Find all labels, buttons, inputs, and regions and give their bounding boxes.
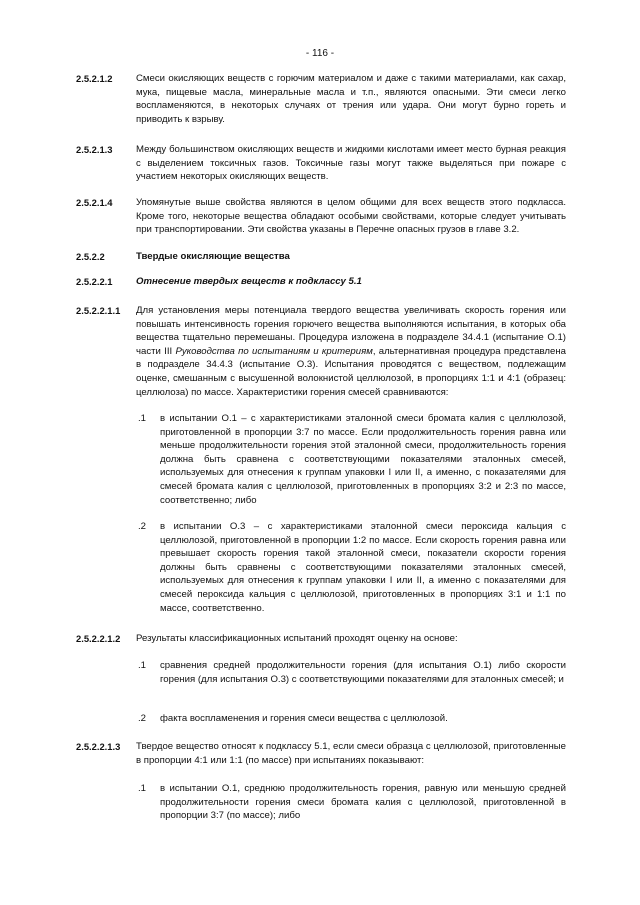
section-text: Между большинством окисляющих веществ и жидкими кислотами имеет место бурная реакция с выделением токсичных газов. Токсичные газы могут также выделяться при пожаре с участием некоторых окисляющих веществ. — [136, 144, 566, 183]
text-part: , альтернативная процедура представлена в подразделе 34.4.3 (испытание O.3). Испытания проводятся с веществом, подлежащим оценке, смешанным с высушенной волокнистой целлюлозой, в пропорциях 1:1 и 4:1 (образец: целлюлоза) по массе. Характеристики горения смесей сравниваются: — [136, 345, 566, 398]
list-item-text: факта воспламенения и горения смеси вещества с целлюлозой. — [160, 713, 448, 724]
list-item-number: .1 — [138, 783, 147, 794]
manual-title: Руководства по испытаниям и критериям — [175, 345, 373, 357]
list-item-number: .1 — [138, 413, 147, 424]
list-item-number: .2 — [138, 521, 147, 532]
section-number: 2.5.2.2.1.1 — [76, 305, 121, 316]
section-number: 2.5.2.1.2 — [76, 73, 113, 84]
section-heading: Твердые окисляющие вещества — [136, 251, 290, 262]
section-text — [136, 304, 566, 399]
section-number: 2.5.2.1.3 — [76, 144, 113, 155]
section-number: 2.5.2.1.4 — [76, 197, 113, 208]
section-text: Упомянутые выше свойства являются в целом общими для всех веществ этого подкласса. Кроме того, некоторые вещества обладают особыми свойствами, которые следует учитывать при транспортировании. Эти свойства указаны в Перечне опасных грузов в главе 3.2. — [136, 197, 566, 236]
list-item-text: в испытании O.1 – с характеристиками эталонной смеси бромата калия с целлюлозой, приготовленной в пропорции 3:7 по массе. Если продолжительность горения равна или меньше продолжительности горения этой эталонной смеси, продолжительность горения должна быть сравнена с соответствующими показателями эталонных смесей, используемых для отнесения к группам упаковки I или II, а именно, с показателями для смесей бромата калия с целлюлозой, приготовленных в пропорциях 3:2 и 2:3 по массе, соответственно; либо — [160, 413, 566, 506]
list-item-number: .2 — [138, 713, 147, 724]
list-item-text: сравнения средней продолжительности горения (для испытания O.1) либо скорости горения (для испытания O.3) с соответствующими показателями для эталонных смесей; и — [160, 660, 566, 685]
section-heading: Отнесение твердых веществ к подклассу 5.1 — [136, 276, 362, 287]
section-text: Результаты классификационных испытаний проходят оценку на основе: — [136, 633, 458, 644]
section-number: 2.5.2.2 — [76, 251, 105, 262]
section-text: Твердое вещество относят к подклассу 5.1, если смеси образца с целлюлозой, приготовленные в пропорции 4:1 или 1:1 (по массе) при испытаниях показывают: — [136, 741, 566, 766]
page-number: - 116 - — [305, 48, 335, 59]
list-item-text: в испытании O.3 – с характеристиками эталонной смеси пероксида кальция с целлюлозой, приготовленной в пропорции 1:2 по массе. Если скорость горения равна или превышает скорость горения такой эталонной смеси, показатели скорости горения должны быть сравнены с соответствующими показателями эталонных смесей, используемых для отнесения к группам упаковки I или II, а именно с показателями для смесей пероксида кальция с целлюлозой, приготовленных в пропорциях 3:1 и 1:1 по массе, соответственно. — [160, 521, 566, 614]
section-number: 2.5.2.2.1.2 — [76, 633, 121, 644]
section-number: 2.5.2.2.1 — [76, 276, 113, 287]
list-item-text: в испытании O.1, среднюю продолжительность горения, равную или меньшую средней продолжительности горения смеси бромата калия с целлюлозой, приготовленной в пропорции 3:7 (по массе); либо — [160, 783, 566, 822]
text-part: Для установления меры потенциала твердого вещества увеличивать скорость горения или повышать интенсивность горения горючего вещества выполняются испытания, в которых оба вещества тщательно перемешаны. Процедура изложена в подразделе 34.4.1 (испытание O.1) части III — [136, 305, 566, 357]
list-item-number: .1 — [138, 660, 147, 671]
section-number: 2.5.2.2.1.3 — [76, 741, 121, 752]
section-text: Смеси окисляющих веществ с горючим материалом и даже с такими материалами, как сахар, мука, пищевые масла, минеральные масла и т.п., являются опасными. Эти смеси легко воспламеняются, в некоторых случаях от трения или удара. Они могут бурно гореть и приводить к взрыву. — [136, 73, 566, 125]
